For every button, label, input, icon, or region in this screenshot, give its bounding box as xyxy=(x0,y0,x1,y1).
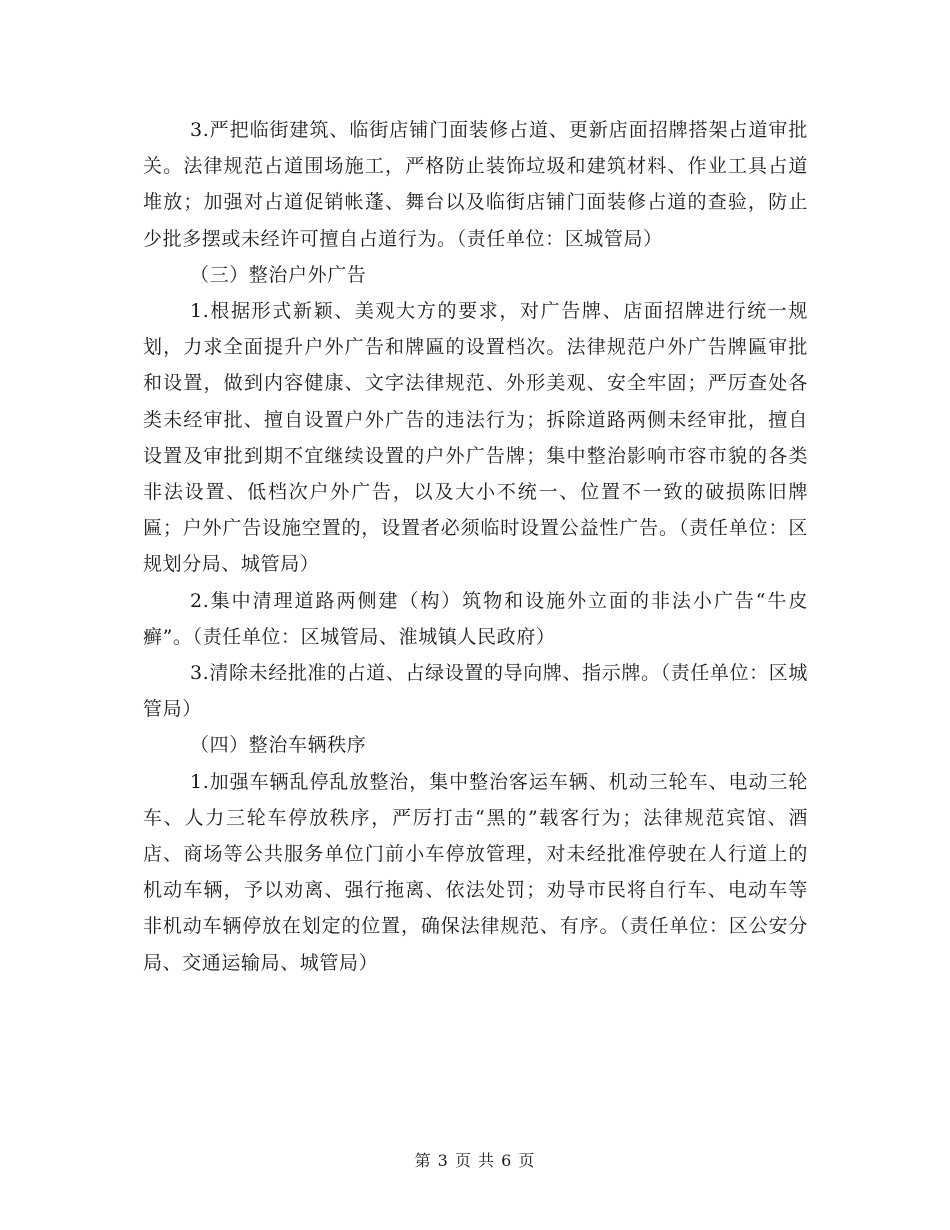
paragraph-item-2-illegal-ads: 2.集中清理道路两侧建（构）筑物和设施外立面的非法小广告“牛皮癣”。（责任单位：区城管局、淮城镇人民政府） xyxy=(143,589,808,648)
section-heading-vehicle-order: （四）整治车辆秩序 xyxy=(190,734,367,757)
paragraph-item-3-approval: 3.严把临街建筑、临街店铺门面装修占道、更新店面招牌搭架占道审批关。法律规范占道围场施工，严格防止装饰垃圾和建筑材料、作业工具占道堆放；加强对占道促销帐蓬、舞台以及临街店铺门面装修占道的查验，防止少批多摆或未经许可擅自占道行为。（责任单位：区城管局） xyxy=(143,119,808,250)
page-number-footer: 第 3 页 共 6 页 xyxy=(414,1151,536,1170)
paragraph-item-3-signs: 3.清除未经批准的占道、占绿设置的导向牌、指示牌。（责任单位：区城管局） xyxy=(143,662,808,721)
paragraph-item-1-ad-planning: 1.根据形式新颖、美观大方的要求，对广告牌、店面招牌进行统一规划，力求全面提升户外广告和牌匾的设置档次。法律规范户外广告牌匾审批和设置，做到内容健康、文字法律规范、外形美观、安全牢固；严厉查处各类未经审批、擅自设置户外广告的违法行为；拆除道路两侧未经审批，擅自设置及审批到期不宜继续设置的户外广告牌；集中整治影响市容市貌的各类非法设置、低档次户外广告，以及大小不统一、位置不一致的破损陈旧牌匾；户外广告设施空置的，设置者必须临时设置公益性广告。（责任单位：区规划分局、城管局） xyxy=(143,300,808,576)
document-body xyxy=(143,112,808,981)
paragraph-item-1-parking: 1.加强车辆乱停乱放整治，集中整治客运车辆、机动三轮车、电动三轮车、人力三轮车停放秩序，严厉打击“黑的”载客行为；法律规范宾馆、酒店、商场等公共服务单位门前小车停放管理，对未经批准停驶在人行道上的机动车辆，予以劝离、强行拖离、依法处罚；劝导市民将自行车、电动车等非机动车辆停放在划定的位置，确保法律规范、有序。（责任单位：区公安分局、交通运输局、城管局） xyxy=(143,770,808,974)
section-heading-outdoor-ads: （三）整治户外广告 xyxy=(190,263,367,286)
